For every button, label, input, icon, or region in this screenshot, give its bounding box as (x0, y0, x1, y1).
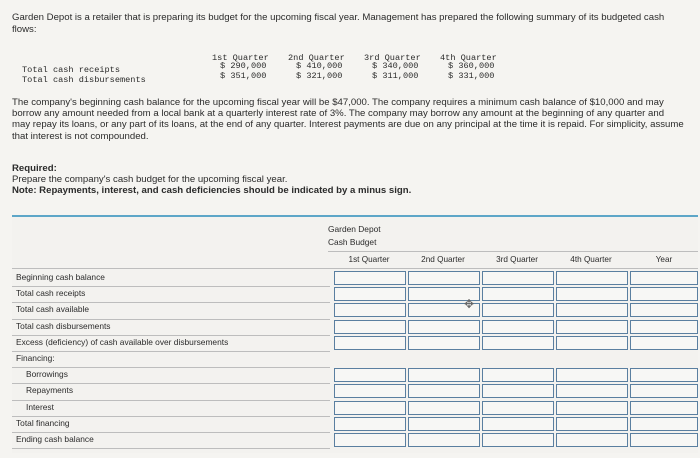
summary-row-label: Total cash disbursements (22, 75, 146, 85)
summary-value: $ 360,000 (448, 61, 495, 71)
budget-input-cell[interactable] (556, 401, 628, 415)
budget-input-cell[interactable] (334, 384, 406, 398)
required-prompt: Prepare the company's cash budget for the upcoming fiscal year. (12, 174, 288, 185)
budget-input-cell[interactable] (408, 417, 480, 431)
row-divider (12, 416, 330, 417)
cash-budget-table (12, 215, 698, 453)
row-divider (12, 286, 330, 287)
row-label: Interest (26, 401, 54, 412)
budget-input-cell[interactable] (334, 287, 406, 301)
required-section (12, 163, 682, 196)
budget-input-cell[interactable] (408, 336, 480, 350)
budget-input-cell[interactable] (408, 433, 480, 447)
budget-input-cell[interactable] (630, 287, 698, 301)
row-label: Total cash receipts (16, 288, 86, 299)
row-divider (12, 351, 330, 352)
budget-input-cell[interactable] (630, 271, 698, 285)
budget-input-cell[interactable] (334, 433, 406, 447)
budget-input-cell[interactable] (556, 433, 628, 447)
budget-input-cell[interactable] (482, 401, 554, 415)
row-divider (12, 335, 330, 336)
budget-input-cell[interactable] (482, 271, 554, 285)
header-bottom-divider (12, 268, 698, 269)
summary-value: $ 410,000 (296, 61, 343, 71)
budget-input-cell[interactable] (556, 417, 628, 431)
column-header-year: Year (655, 255, 673, 264)
summary-value: $ 321,000 (296, 71, 343, 81)
summary-value: $ 290,000 (220, 61, 267, 71)
row-divider (12, 383, 330, 384)
budget-input-cell[interactable] (556, 336, 628, 350)
budget-input-cell[interactable] (630, 303, 698, 317)
summary-header: 2nd Quarter (288, 53, 345, 63)
summary-row-label: Total cash receipts (22, 65, 120, 75)
row-divider (12, 432, 330, 433)
budget-input-cell[interactable] (556, 271, 628, 285)
row-label: Excess (deficiency) of cash available over disbursements (16, 336, 229, 347)
budget-input-cell[interactable] (556, 303, 628, 317)
column-header-q2: 2nd Quarter (421, 255, 465, 264)
summary-header: 4th Quarter (440, 53, 497, 63)
budget-input-cell[interactable] (334, 336, 406, 350)
budget-title-block (328, 223, 408, 249)
required-heading: Required: (12, 163, 57, 174)
summary-header: 1st Quarter (212, 53, 269, 63)
row-label: Total cash disbursements (16, 320, 111, 331)
budget-input-cell[interactable] (482, 417, 554, 431)
budget-input-cell[interactable] (482, 384, 554, 398)
summary-value: $ 331,000 (448, 71, 495, 81)
budget-input-cell[interactable] (556, 368, 628, 382)
budget-input-cell[interactable] (334, 368, 406, 382)
column-header-q4: 4th Quarter (570, 255, 612, 264)
budget-input-cell[interactable] (556, 320, 628, 334)
column-header-q3: 3rd Quarter (496, 255, 538, 264)
budget-input-cell[interactable] (408, 271, 480, 285)
budget-input-cell[interactable] (630, 433, 698, 447)
budget-input-cell[interactable] (556, 287, 628, 301)
budget-input-cell[interactable] (334, 271, 406, 285)
problem-paragraph: The company's beginning cash balance for the upcoming fiscal year will be $47,000. The company requires a minimum cash balance of $10,000 and may borrow any amount needed from a local bank at a quarterly interest rate of 3%. The company may borrow any amount at the beginning of any quarter and may repay its loans, or any part of its loans, at the end of any quarter. Interest payments are due on any principal at the time it is repaid. For simplicity, assume that interest is not compounded. (12, 97, 684, 142)
row-divider (12, 448, 330, 449)
row-divider (12, 302, 330, 303)
row-label: Financing: (16, 353, 55, 363)
budget-input-cell[interactable] (334, 401, 406, 415)
budget-input-cell[interactable] (408, 401, 480, 415)
company-name: Garden Depot (328, 224, 381, 234)
row-divider (12, 400, 330, 401)
header-divider (328, 251, 698, 252)
row-label: Total financing (16, 417, 70, 428)
budget-input-cell[interactable] (630, 417, 698, 431)
budget-input-cell[interactable] (334, 303, 406, 317)
budget-input-cell[interactable] (482, 303, 554, 317)
row-label: Ending cash balance (16, 434, 94, 444)
summary-value: $ 351,000 (220, 71, 267, 81)
budget-input-cell[interactable] (630, 320, 698, 334)
summary-value: $ 311,000 (372, 71, 419, 81)
budget-input-cell[interactable] (482, 368, 554, 382)
row-divider (12, 319, 330, 320)
row-label: Borrowings (26, 369, 68, 380)
budget-input-cell[interactable] (334, 320, 406, 334)
budget-title: Cash Budget (328, 237, 377, 247)
row-label: Beginning cash balance (16, 272, 105, 282)
budget-input-cell[interactable] (630, 384, 698, 398)
budget-input-cell[interactable] (482, 320, 554, 334)
budget-input-cell[interactable] (334, 417, 406, 431)
row-label: Repayments (26, 385, 74, 396)
budget-input-cell[interactable] (408, 384, 480, 398)
summary-header: 3rd Quarter (364, 53, 421, 63)
row-divider (12, 367, 330, 368)
budget-input-cell[interactable] (630, 401, 698, 415)
budget-input-cell[interactable] (408, 320, 480, 334)
budget-input-cell[interactable] (482, 433, 554, 447)
intro-text: Garden Depot is a retailer that is preparing its budget for the upcoming fiscal year. Management has prepared the following summary of its budgeted cash flows: (12, 12, 665, 35)
budget-input-cell[interactable] (556, 384, 628, 398)
budget-input-cell[interactable] (408, 368, 480, 382)
budget-input-cell[interactable] (630, 368, 698, 382)
required-note: Note: Repayments, interest, and cash deficiencies should be indicated by a minus sign. (12, 185, 412, 196)
budget-input-cell[interactable] (482, 287, 554, 301)
row-label: Total cash available (16, 304, 90, 315)
column-header-q1: 1st Quarter (348, 255, 390, 264)
summary-value: $ 340,000 (372, 61, 419, 71)
move-cursor-icon: ✥ (464, 297, 475, 311)
budget-input-cell[interactable] (482, 336, 554, 350)
budget-input-cell[interactable] (630, 336, 698, 350)
